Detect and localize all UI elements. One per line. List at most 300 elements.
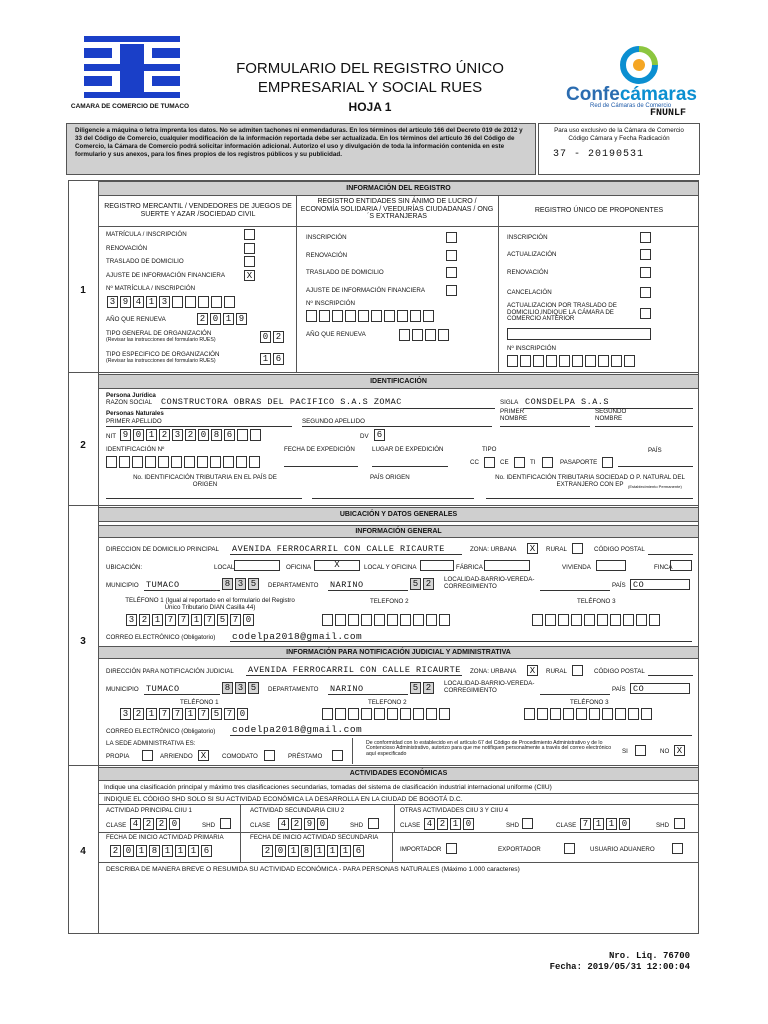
- zona-urbana-check[interactable]: X: [527, 543, 538, 554]
- digit-cell[interactable]: 6: [201, 845, 212, 857]
- si-check[interactable]: [635, 745, 646, 756]
- section2-number: 2: [80, 440, 86, 451]
- digit-cell[interactable]: 9: [120, 429, 131, 441]
- describa-field[interactable]: [100, 876, 696, 932]
- section2-title: IDENTIFICACIÓN: [98, 374, 699, 389]
- digit-cell[interactable]: 7: [224, 708, 235, 720]
- digit-cell[interactable]: 1: [606, 818, 617, 830]
- digit-cell[interactable]: 1: [146, 296, 157, 308]
- c3-check-renovacion[interactable]: [640, 267, 651, 278]
- tipo-cc-check[interactable]: [484, 457, 495, 468]
- otras-shd-check-1[interactable]: [522, 818, 533, 829]
- tel1-label: TELÉFONO 1 (Igual al reportado en el formulario del Registro Único Tributario DIAN Casilla 44): [125, 597, 295, 611]
- c2-check-traslado[interactable]: [446, 267, 457, 278]
- digit-cell[interactable]: [520, 355, 531, 367]
- digit-cell[interactable]: [571, 614, 582, 626]
- digit-cell[interactable]: 5: [211, 708, 222, 720]
- digit-cell[interactable]: [249, 456, 260, 468]
- ident-digits[interactable]: [106, 456, 262, 468]
- digit-cell[interactable]: [198, 296, 209, 308]
- primer-nombre-label: PRIMER NOMBRE: [500, 408, 528, 422]
- digit-cell[interactable]: [439, 614, 450, 626]
- digit-cell[interactable]: 1: [175, 845, 186, 857]
- digit-cell[interactable]: 7: [159, 708, 170, 720]
- tipo-ce-label: CE: [500, 459, 509, 466]
- digit-cell[interactable]: 0: [243, 614, 254, 626]
- digit-cell[interactable]: [400, 708, 411, 720]
- c3-insc-digits[interactable]: [507, 355, 637, 367]
- digit-cell[interactable]: [584, 614, 595, 626]
- c2-check-renovacion[interactable]: [446, 250, 457, 261]
- digit-cell[interactable]: [423, 310, 434, 322]
- digit-cell[interactable]: [426, 614, 437, 626]
- c2-insc-label: Nº INSCRIPCIÓN: [306, 300, 356, 307]
- digit-cell[interactable]: 9: [236, 313, 247, 325]
- chamber-logo: [82, 36, 182, 102]
- digit-cell[interactable]: 2: [423, 578, 434, 590]
- digit-cell[interactable]: 7: [198, 708, 209, 720]
- digit-cell[interactable]: 1: [593, 818, 604, 830]
- digit-cell[interactable]: [145, 456, 156, 468]
- digit-cell[interactable]: [649, 614, 660, 626]
- digit-cell[interactable]: [507, 355, 518, 367]
- section4-number: 4: [80, 846, 86, 857]
- digit-cell[interactable]: [563, 708, 574, 720]
- digit-cell[interactable]: 1: [327, 845, 338, 857]
- renueva-label: AÑO QUE RENUEVA: [106, 316, 166, 323]
- digit-cell[interactable]: [171, 456, 182, 468]
- sec-shd-label: SHD: [350, 822, 364, 829]
- c2-opt-ajuste: AJUSTE DE INFORMACIÓN FINANCIERA: [306, 287, 425, 294]
- digit-cell[interactable]: 0: [260, 331, 271, 343]
- digit-cell[interactable]: [602, 708, 613, 720]
- razon-value[interactable]: CONSTRUCTORA OBRAS DEL PACIFICO S.A.S ZOMAC: [161, 397, 402, 407]
- dir-label: DIRECCION DE DOMICILIO PRINCIPAL: [106, 546, 219, 553]
- digit-cell[interactable]: 2: [185, 429, 196, 441]
- digit-cell[interactable]: 2: [143, 818, 154, 830]
- tipo-especifico-note: (Revisar las instrucciones del formulario RUES): [106, 358, 216, 364]
- digit-cell[interactable]: 3: [159, 296, 170, 308]
- jmunicipio-code[interactable]: [222, 682, 261, 694]
- digit-cell[interactable]: [119, 456, 130, 468]
- digit-cell[interactable]: [425, 329, 436, 341]
- no-check[interactable]: X: [674, 745, 685, 756]
- digit-cell[interactable]: 1: [185, 708, 196, 720]
- digit-cell[interactable]: 3: [107, 296, 118, 308]
- digit-cell[interactable]: 6: [224, 429, 235, 441]
- digit-cell[interactable]: 8: [301, 845, 312, 857]
- otras-shd-check-2[interactable]: [674, 818, 685, 829]
- importador-label: IMPORTADOR: [400, 846, 442, 853]
- digit-cell[interactable]: [335, 614, 346, 626]
- matricula-digits[interactable]: [107, 296, 237, 308]
- c2-insc-digits[interactable]: [306, 310, 436, 322]
- digit-cell[interactable]: [410, 310, 421, 322]
- digit-cell[interactable]: 1: [152, 614, 163, 626]
- digit-cell[interactable]: 2: [437, 818, 448, 830]
- jzona-rural-check[interactable]: [572, 665, 583, 676]
- digit-cell[interactable]: [412, 329, 423, 341]
- digit-cell[interactable]: 7: [204, 614, 215, 626]
- digit-cell[interactable]: 0: [169, 818, 180, 830]
- c1-check-renovacion[interactable]: [244, 243, 255, 254]
- tel1-digits[interactable]: [126, 614, 256, 626]
- c3-traslado-label: ACTUALIZACION POR TRASLADO DE DOMICILIO,INDIQUE LA CÁMARA DE COMERCIO ANTERIOR: [507, 302, 617, 322]
- digit-cell[interactable]: 7: [165, 614, 176, 626]
- digit-cell[interactable]: [172, 296, 183, 308]
- ub-local-oficina-field[interactable]: [420, 560, 454, 571]
- digit-cell[interactable]: 3: [120, 708, 131, 720]
- digit-cell[interactable]: 5: [248, 682, 259, 694]
- c2-renueva-digits[interactable]: [399, 329, 451, 341]
- digit-cell[interactable]: [361, 708, 372, 720]
- dv-label: DV: [360, 433, 369, 440]
- aduanero-label: USUARIO ADUANERO: [590, 846, 655, 853]
- digit-cell[interactable]: [399, 329, 410, 341]
- exportador-check[interactable]: [564, 843, 575, 854]
- digit-cell[interactable]: 1: [162, 845, 173, 857]
- digit-cell[interactable]: [532, 614, 543, 626]
- tel2-label: TELEFONO 2: [370, 598, 409, 605]
- principal-shd-check[interactable]: [220, 818, 231, 829]
- digit-cell[interactable]: 0: [133, 429, 144, 441]
- jpais-value[interactable]: CO: [630, 683, 690, 694]
- form-title-line1: FORMULARIO DEL REGISTRO ÚNICO: [236, 60, 504, 77]
- digit-cell[interactable]: 8: [222, 578, 233, 590]
- ub-vivienda-field[interactable]: [596, 560, 626, 571]
- digit-cell[interactable]: 1: [136, 845, 147, 857]
- digit-cell[interactable]: [576, 708, 587, 720]
- sede-propia-check[interactable]: [142, 750, 153, 761]
- digit-cell[interactable]: 4: [278, 818, 289, 830]
- digit-cell[interactable]: [615, 708, 626, 720]
- ciiu4-digits[interactable]: [580, 818, 632, 830]
- ub-oficina-field[interactable]: X: [314, 560, 360, 571]
- ub-finca-field[interactable]: [670, 560, 692, 571]
- digit-cell[interactable]: [387, 614, 398, 626]
- trib-label: No. IDENTIFICACIÓN TRIBUTARIA EN EL PAÍS DE ORIGEN: [133, 474, 277, 488]
- ub-local-field[interactable]: [234, 560, 280, 571]
- tipo-ti-check[interactable]: [542, 457, 553, 468]
- pais-label-3: PAÍS: [612, 582, 626, 589]
- sec-label: ACTIVIDAD SECUNDARIA CIIU 2: [250, 807, 345, 814]
- digit-cell[interactable]: 1: [340, 845, 351, 857]
- digit-cell[interactable]: 6: [273, 353, 284, 365]
- c3-check-traslado[interactable]: [640, 308, 651, 319]
- jdepto-value[interactable]: NARINO: [330, 684, 364, 694]
- c2-opt-inscripcion: INSCRIPCIÓN: [306, 234, 347, 241]
- c3-check-actualizacion[interactable]: [640, 249, 651, 260]
- digit-cell[interactable]: [400, 614, 411, 626]
- digit-cell[interactable]: [374, 614, 385, 626]
- digit-cell[interactable]: [585, 355, 596, 367]
- jzona-urbana-check[interactable]: X: [527, 665, 538, 676]
- aduanero-check[interactable]: [672, 843, 683, 854]
- digit-cell[interactable]: [322, 614, 333, 626]
- digit-cell[interactable]: [558, 614, 569, 626]
- digit-cell[interactable]: 8: [211, 429, 222, 441]
- digit-cell[interactable]: 2: [273, 331, 284, 343]
- digit-cell[interactable]: 3: [172, 429, 183, 441]
- municipio-value[interactable]: TUMACO: [146, 580, 180, 590]
- email-value[interactable]: codelpa2018@gmail.com: [232, 631, 363, 642]
- digit-cell[interactable]: 3: [126, 614, 137, 626]
- digit-cell[interactable]: [623, 614, 634, 626]
- digit-cell[interactable]: 2: [197, 313, 208, 325]
- digit-cell[interactable]: [185, 296, 196, 308]
- digit-cell[interactable]: 6: [374, 429, 385, 441]
- jmunicipio-value[interactable]: TUMACO: [146, 684, 180, 694]
- jdir-value[interactable]: AVENIDA FERROCARRIL CON CALLE RICAURTE: [248, 665, 461, 675]
- c3-camara-anterior-field[interactable]: [507, 328, 651, 340]
- depto-code[interactable]: [410, 578, 436, 590]
- digit-cell[interactable]: [533, 355, 544, 367]
- localidad-label: LOCALIDAD-BARRIO-VEREDA-CORREGIMIENTO: [444, 576, 535, 590]
- tipo-general-note: (Revisar las instrucciones del formulario RUES): [106, 337, 216, 343]
- digit-cell[interactable]: [611, 355, 622, 367]
- digit-cell[interactable]: 2: [156, 818, 167, 830]
- tel3-digits[interactable]: [532, 614, 662, 626]
- digit-cell[interactable]: [210, 456, 221, 468]
- digit-cell[interactable]: [597, 614, 608, 626]
- digit-cell[interactable]: [361, 614, 372, 626]
- digit-cell[interactable]: 7: [178, 614, 189, 626]
- digit-cell[interactable]: 5: [410, 682, 421, 694]
- digit-cell[interactable]: [546, 355, 557, 367]
- digit-cell[interactable]: [358, 310, 369, 322]
- digit-cell[interactable]: 1: [260, 353, 271, 365]
- digit-cell[interactable]: 0: [275, 845, 286, 857]
- digit-cell[interactable]: 4: [424, 818, 435, 830]
- sede-prestamo-check[interactable]: [332, 750, 343, 761]
- digit-cell[interactable]: 2: [110, 845, 121, 857]
- nit-digits[interactable]: [120, 429, 263, 441]
- digit-cell[interactable]: [413, 614, 424, 626]
- notice-box: [66, 123, 536, 175]
- fecha-sec-digits[interactable]: [262, 845, 366, 857]
- ub-oficina-label: OFICINA: [286, 564, 312, 571]
- otras-shd-label-2: SHD: [656, 822, 670, 829]
- zona-rural-check[interactable]: [572, 543, 583, 554]
- digit-cell[interactable]: [636, 614, 647, 626]
- digit-cell[interactable]: [439, 708, 450, 720]
- digit-cell[interactable]: [438, 329, 449, 341]
- c2-check-inscripcion[interactable]: [446, 232, 457, 243]
- digit-cell[interactable]: [211, 296, 222, 308]
- digit-cell[interactable]: [332, 310, 343, 322]
- pais-label: PAÍS: [648, 447, 662, 454]
- digit-cell[interactable]: 3: [235, 682, 246, 694]
- jtel1-digits[interactable]: [120, 708, 250, 720]
- digit-cell[interactable]: [371, 310, 382, 322]
- digit-cell[interactable]: 2: [291, 818, 302, 830]
- digit-cell[interactable]: [223, 456, 234, 468]
- digit-cell[interactable]: 6: [353, 845, 364, 857]
- digit-cell[interactable]: [589, 708, 600, 720]
- digit-cell[interactable]: 1: [223, 313, 234, 325]
- digit-cell[interactable]: [384, 310, 395, 322]
- digit-cell[interactable]: 5: [217, 614, 228, 626]
- jtel3-digits[interactable]: [524, 708, 654, 720]
- digit-cell[interactable]: [322, 708, 333, 720]
- ciiu1-digits[interactable]: [130, 818, 182, 830]
- c3-check-cancelacion[interactable]: [640, 287, 651, 298]
- digit-cell[interactable]: [524, 708, 535, 720]
- digit-cell[interactable]: [426, 708, 437, 720]
- digit-cell[interactable]: [598, 355, 609, 367]
- pais-value[interactable]: CO: [630, 579, 690, 590]
- primer-apellido-label: PRIMER APELLIDO: [106, 418, 162, 425]
- tipo-general-label: TIPO GENERAL DE ORGANIZACIÓN: [106, 330, 212, 337]
- pj-label: Persona Jurídica: [106, 392, 156, 399]
- jdepto-label: DEPARTAMENTO: [268, 686, 319, 693]
- digit-cell[interactable]: 0: [463, 818, 474, 830]
- digit-cell[interactable]: [559, 355, 570, 367]
- sigla-value[interactable]: CONSDELPA S.A.S: [525, 397, 610, 407]
- digit-cell[interactable]: 7: [230, 614, 241, 626]
- digit-cell[interactable]: [628, 708, 639, 720]
- digit-cell[interactable]: [550, 708, 561, 720]
- digit-cell[interactable]: [624, 355, 635, 367]
- digit-cell[interactable]: 9: [304, 818, 315, 830]
- importador-check[interactable]: [446, 843, 457, 854]
- c1-check-matricula[interactable]: [244, 229, 255, 240]
- section1-title: INFORMACIÓN DEL REGISTRO: [98, 181, 699, 196]
- fecha-prin-digits[interactable]: [110, 845, 214, 857]
- digit-cell[interactable]: 1: [146, 429, 157, 441]
- digit-cell[interactable]: 5: [410, 578, 421, 590]
- digit-cell[interactable]: 7: [580, 818, 591, 830]
- digit-cell[interactable]: [641, 708, 652, 720]
- renueva-digits[interactable]: [197, 313, 249, 325]
- digit-cell[interactable]: [237, 429, 248, 441]
- jemail-value[interactable]: codelpa2018@gmail.com: [232, 724, 363, 735]
- digit-cell[interactable]: 4: [130, 818, 141, 830]
- c2-check-ajuste[interactable]: [446, 285, 457, 296]
- digit-cell[interactable]: [348, 708, 359, 720]
- jdepto-code[interactable]: [410, 682, 436, 694]
- digit-cell[interactable]: [610, 614, 621, 626]
- digit-cell[interactable]: 0: [123, 845, 134, 857]
- digit-cell[interactable]: [250, 429, 261, 441]
- digit-cell[interactable]: 0: [210, 313, 221, 325]
- digit-cell[interactable]: 5: [248, 578, 259, 590]
- digit-cell[interactable]: 0: [619, 818, 630, 830]
- jtel2-digits[interactable]: [322, 708, 452, 720]
- digit-cell[interactable]: [387, 708, 398, 720]
- dv-digits[interactable]: [374, 429, 387, 441]
- segundo-apellido-label: SEGUNDO APELLIDO: [302, 418, 365, 425]
- digit-cell[interactable]: 0: [237, 708, 248, 720]
- dir-value[interactable]: AVENIDA FERROCARRIL CON CALLE RICAURTE: [232, 544, 445, 554]
- confecamaras-logo: [614, 46, 664, 86]
- c1-opt-renovacion: RENOVACIÓN: [106, 245, 148, 252]
- digit-cell[interactable]: [306, 310, 317, 322]
- municipio-code[interactable]: [222, 578, 261, 590]
- digit-cell[interactable]: [197, 456, 208, 468]
- ub-fabrica-field[interactable]: [484, 560, 530, 571]
- tipo-pasaporte-check[interactable]: [602, 457, 613, 468]
- ciiu2-digits[interactable]: [278, 818, 330, 830]
- radicacion-value: 37 - 20190531: [553, 148, 645, 160]
- digit-cell[interactable]: 0: [198, 429, 209, 441]
- digit-cell[interactable]: [537, 708, 548, 720]
- tipo-ce-check[interactable]: [514, 457, 525, 468]
- digit-cell[interactable]: 7: [172, 708, 183, 720]
- digit-cell[interactable]: 3: [235, 578, 246, 590]
- digit-cell[interactable]: 2: [139, 614, 150, 626]
- digit-cell[interactable]: [374, 708, 385, 720]
- digit-cell[interactable]: 8: [222, 682, 233, 694]
- c1-check-ajuste[interactable]: X: [244, 270, 255, 281]
- digit-cell[interactable]: [319, 310, 330, 322]
- tipo-especifico-digits[interactable]: [260, 353, 286, 365]
- sede-comodato-check[interactable]: [264, 750, 275, 761]
- digit-cell[interactable]: [413, 708, 424, 720]
- digit-cell[interactable]: 1: [146, 708, 157, 720]
- digit-cell[interactable]: 1: [314, 845, 325, 857]
- col1-head: REGISTRO MERCANTIL / VENDEDORES DE JUEGOS DE SUERTE Y AZAR /SOCIEDAD CIVIL: [104, 203, 292, 218]
- sec-shd-check[interactable]: [368, 818, 379, 829]
- describa-label: DESCRIBA DE MANERA BREVE O RESUMIDA SU ACTIVIDAD ECONÓMICA - PARA PERSONAS NATURALES (Máximo 1.000 caracteres): [106, 866, 520, 873]
- tipo-general-digits[interactable]: [260, 331, 286, 343]
- principal-label: ACTIVIDAD PRINCIPAL CIIU 1: [106, 807, 192, 814]
- digit-cell[interactable]: 1: [288, 845, 299, 857]
- digit-cell[interactable]: 2: [133, 708, 144, 720]
- sede-arriendo-check[interactable]: X: [198, 750, 209, 761]
- tipo-pasaporte-label: PASAPORTE: [560, 459, 598, 466]
- digit-cell[interactable]: 1: [450, 818, 461, 830]
- digit-cell[interactable]: 2: [423, 682, 434, 694]
- brand-subtitle: Red de Cámaras de Comercio: [590, 103, 672, 109]
- digit-cell[interactable]: 4: [133, 296, 144, 308]
- digit-cell[interactable]: [545, 614, 556, 626]
- digit-cell[interactable]: [345, 310, 356, 322]
- digit-cell[interactable]: [236, 456, 247, 468]
- digit-cell[interactable]: 9: [120, 296, 131, 308]
- depto-value[interactable]: NARINO: [330, 580, 364, 590]
- c3-opt-renovacion: RENOVACIÓN: [507, 269, 549, 276]
- digit-cell[interactable]: [106, 456, 117, 468]
- digit-cell[interactable]: [348, 614, 359, 626]
- general-title: INFORMACIÓN GENERAL: [98, 525, 699, 538]
- sede-propia-label: PROPIA: [106, 753, 130, 760]
- digit-cell[interactable]: [335, 708, 346, 720]
- tipo-ti-label: TI: [530, 459, 536, 466]
- sigla-label: SIGLA: [500, 399, 519, 406]
- digit-cell[interactable]: [132, 456, 143, 468]
- tipo-cc-label: CC: [470, 459, 479, 466]
- ciiu3-digits[interactable]: [424, 818, 476, 830]
- c1-check-traslado[interactable]: [244, 256, 255, 267]
- c3-opt-inscripcion: INSCRIPCIÓN: [507, 234, 548, 241]
- c3-check-inscripcion[interactable]: [640, 232, 651, 243]
- digit-cell[interactable]: [224, 296, 235, 308]
- sec-clase-label: CLASE: [250, 822, 271, 829]
- tel2-digits[interactable]: [322, 614, 452, 626]
- digit-cell[interactable]: 1: [191, 614, 202, 626]
- digit-cell[interactable]: [184, 456, 195, 468]
- digit-cell[interactable]: [158, 456, 169, 468]
- section3-number: 3: [80, 636, 86, 647]
- digit-cell[interactable]: [397, 310, 408, 322]
- digit-cell[interactable]: 1: [188, 845, 199, 857]
- digit-cell[interactable]: [572, 355, 583, 367]
- digit-cell[interactable]: 8: [149, 845, 160, 857]
- digit-cell[interactable]: 2: [262, 845, 273, 857]
- digit-cell[interactable]: 2: [159, 429, 170, 441]
- digit-cell[interactable]: 0: [317, 818, 328, 830]
